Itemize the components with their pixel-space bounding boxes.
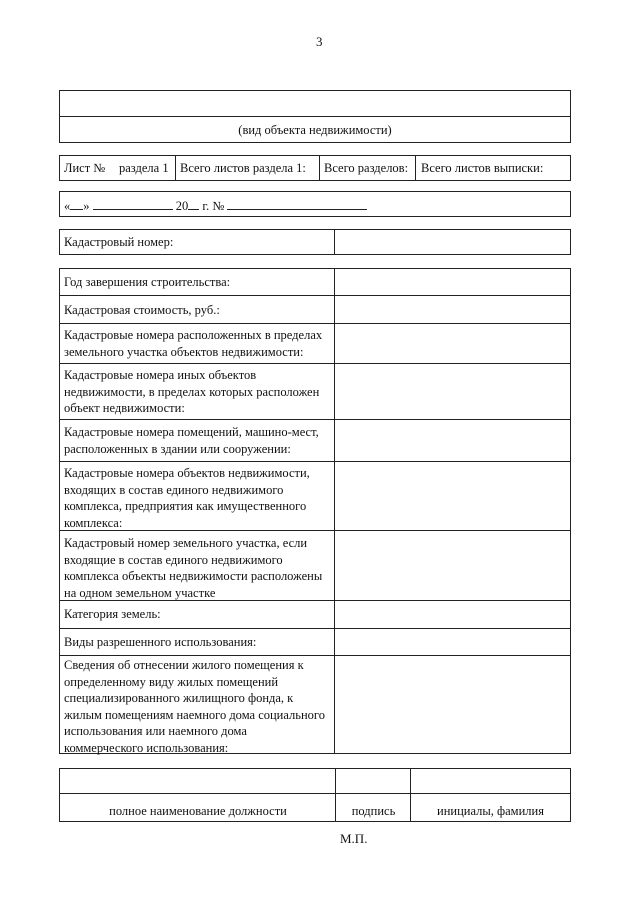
- row-text-line: входящие в состав единого недвижимого: [64, 552, 283, 567]
- signature-label-cell: [336, 794, 411, 821]
- year-prefix: 20: [175, 199, 189, 213]
- row-text-line: Кадастровая стоимость, руб.:: [64, 303, 220, 317]
- table-row-label: [59, 600, 335, 629]
- table-row-value[interactable]: [334, 323, 571, 364]
- total-sections-label: Всего разделов:: [324, 161, 409, 175]
- row-text-line: использования или наемного дома: [64, 724, 247, 738]
- page-number: 3: [316, 34, 323, 49]
- main-table: [59, 268, 571, 754]
- table-row-value[interactable]: [334, 461, 571, 531]
- table-row-value[interactable]: [334, 295, 571, 324]
- row-text-line: на одном земельном участке: [64, 585, 216, 600]
- close-quote: »: [83, 199, 90, 213]
- table-row-value[interactable]: [334, 600, 571, 629]
- position-field[interactable]: [60, 769, 336, 794]
- date-line: [64, 198, 367, 213]
- row-text-line: комплекса, предприятия как имущественного: [64, 499, 307, 513]
- row-text-line: комплекса объекты недвижимости расположены: [64, 569, 323, 583]
- row-text-line: входящих в состав единого недвижимого: [64, 482, 284, 497]
- row-text-line: комплекса:: [64, 515, 123, 530]
- row-text-line: жилым помещениям наемного дома социального: [64, 707, 325, 722]
- initials-field[interactable]: [411, 769, 570, 794]
- table-row-value[interactable]: [334, 530, 571, 601]
- table-row-label: [59, 295, 335, 324]
- position-label: полное наименование должности: [109, 804, 287, 818]
- number-field[interactable]: [227, 198, 367, 210]
- signature-block: [59, 768, 571, 822]
- date-line-box: [59, 191, 571, 217]
- cadastral-number-row: [59, 229, 571, 255]
- sheet-no-label: Лист №: [64, 161, 106, 175]
- table-row-label: [59, 655, 335, 754]
- row-text-line: объект недвижимости:: [64, 401, 185, 415]
- row-text-line: недвижимости, в пределах которых расположен: [64, 384, 320, 399]
- table-row-value[interactable]: [334, 628, 571, 656]
- signature-label: подпись: [351, 804, 396, 818]
- sheet-header-row: [59, 155, 571, 181]
- row-text-line: коммерческого использования:: [64, 740, 229, 755]
- row-text-line: Кадастровые номера объектов недвижимости,: [64, 466, 310, 480]
- row-text-line: Кадастровые номера помещений, машино-мест,: [64, 425, 319, 439]
- table-row-label: [59, 363, 335, 420]
- initials-label-cell: [411, 794, 570, 821]
- section-label: раздела 1: [119, 161, 169, 175]
- month-field[interactable]: [93, 198, 173, 210]
- initials-label: инициалы, фамилия: [437, 804, 544, 818]
- object-type-field[interactable]: [60, 91, 570, 117]
- signature-field[interactable]: [336, 769, 411, 794]
- table-row-value[interactable]: [334, 363, 571, 420]
- row-text-line: Категория земель:: [64, 607, 161, 621]
- table-row-value[interactable]: [334, 268, 571, 296]
- cadastral-number-label: Кадастровый номер:: [64, 235, 174, 249]
- position-label-cell: [60, 794, 336, 821]
- object-type-caption: (вид объекта недвижимости): [238, 123, 392, 137]
- object-type-box: [59, 90, 571, 143]
- row-text-line: Кадастровые номера иных объектов: [64, 368, 257, 382]
- table-row-value[interactable]: [334, 419, 571, 462]
- total-sections-cell: [320, 156, 416, 180]
- table-row-value[interactable]: [334, 655, 571, 754]
- open-quote: «: [64, 199, 71, 213]
- row-text-line: расположенных в здании или сооружении:: [64, 441, 291, 456]
- table-row-label: [59, 323, 335, 364]
- table-row-label: [59, 268, 335, 296]
- row-text-line: Кадастровый номер земельного участка, если: [64, 536, 308, 550]
- stamp-label: М.П.: [340, 831, 368, 846]
- table-row-label: [59, 628, 335, 656]
- row-text-line: определенному виду жилых помещений: [64, 674, 279, 689]
- total-sheets-extract-label: Всего листов выписки:: [421, 161, 544, 175]
- row-text-line: специализированного жилищного фонда, к: [64, 691, 294, 705]
- cadastral-number-label-cell: [60, 230, 335, 254]
- cadastral-number-value[interactable]: [335, 230, 570, 254]
- total-sheets-section-cell: [176, 156, 320, 180]
- table-row-label: [59, 530, 335, 601]
- row-text-line: Сведения об отнесении жилого помещения к: [64, 658, 304, 672]
- total-sheets-section-label: Всего листов раздела 1:: [180, 161, 306, 175]
- day-field[interactable]: [70, 198, 83, 210]
- row-text-line: земельного участка объектов недвижимости:: [64, 344, 304, 359]
- year-field[interactable]: [188, 198, 199, 210]
- row-text-line: Виды разрешенного использования:: [64, 635, 257, 649]
- total-sheets-extract-cell: [416, 156, 570, 180]
- sheet-no-cell: [60, 156, 176, 180]
- table-row-label: [59, 419, 335, 462]
- year-suffix: г. №: [202, 199, 225, 213]
- table-row-label: [59, 461, 335, 531]
- row-text-line: Кадастровые номера расположенных в пределах: [64, 328, 323, 342]
- row-text-line: Год завершения строительства:: [64, 275, 231, 289]
